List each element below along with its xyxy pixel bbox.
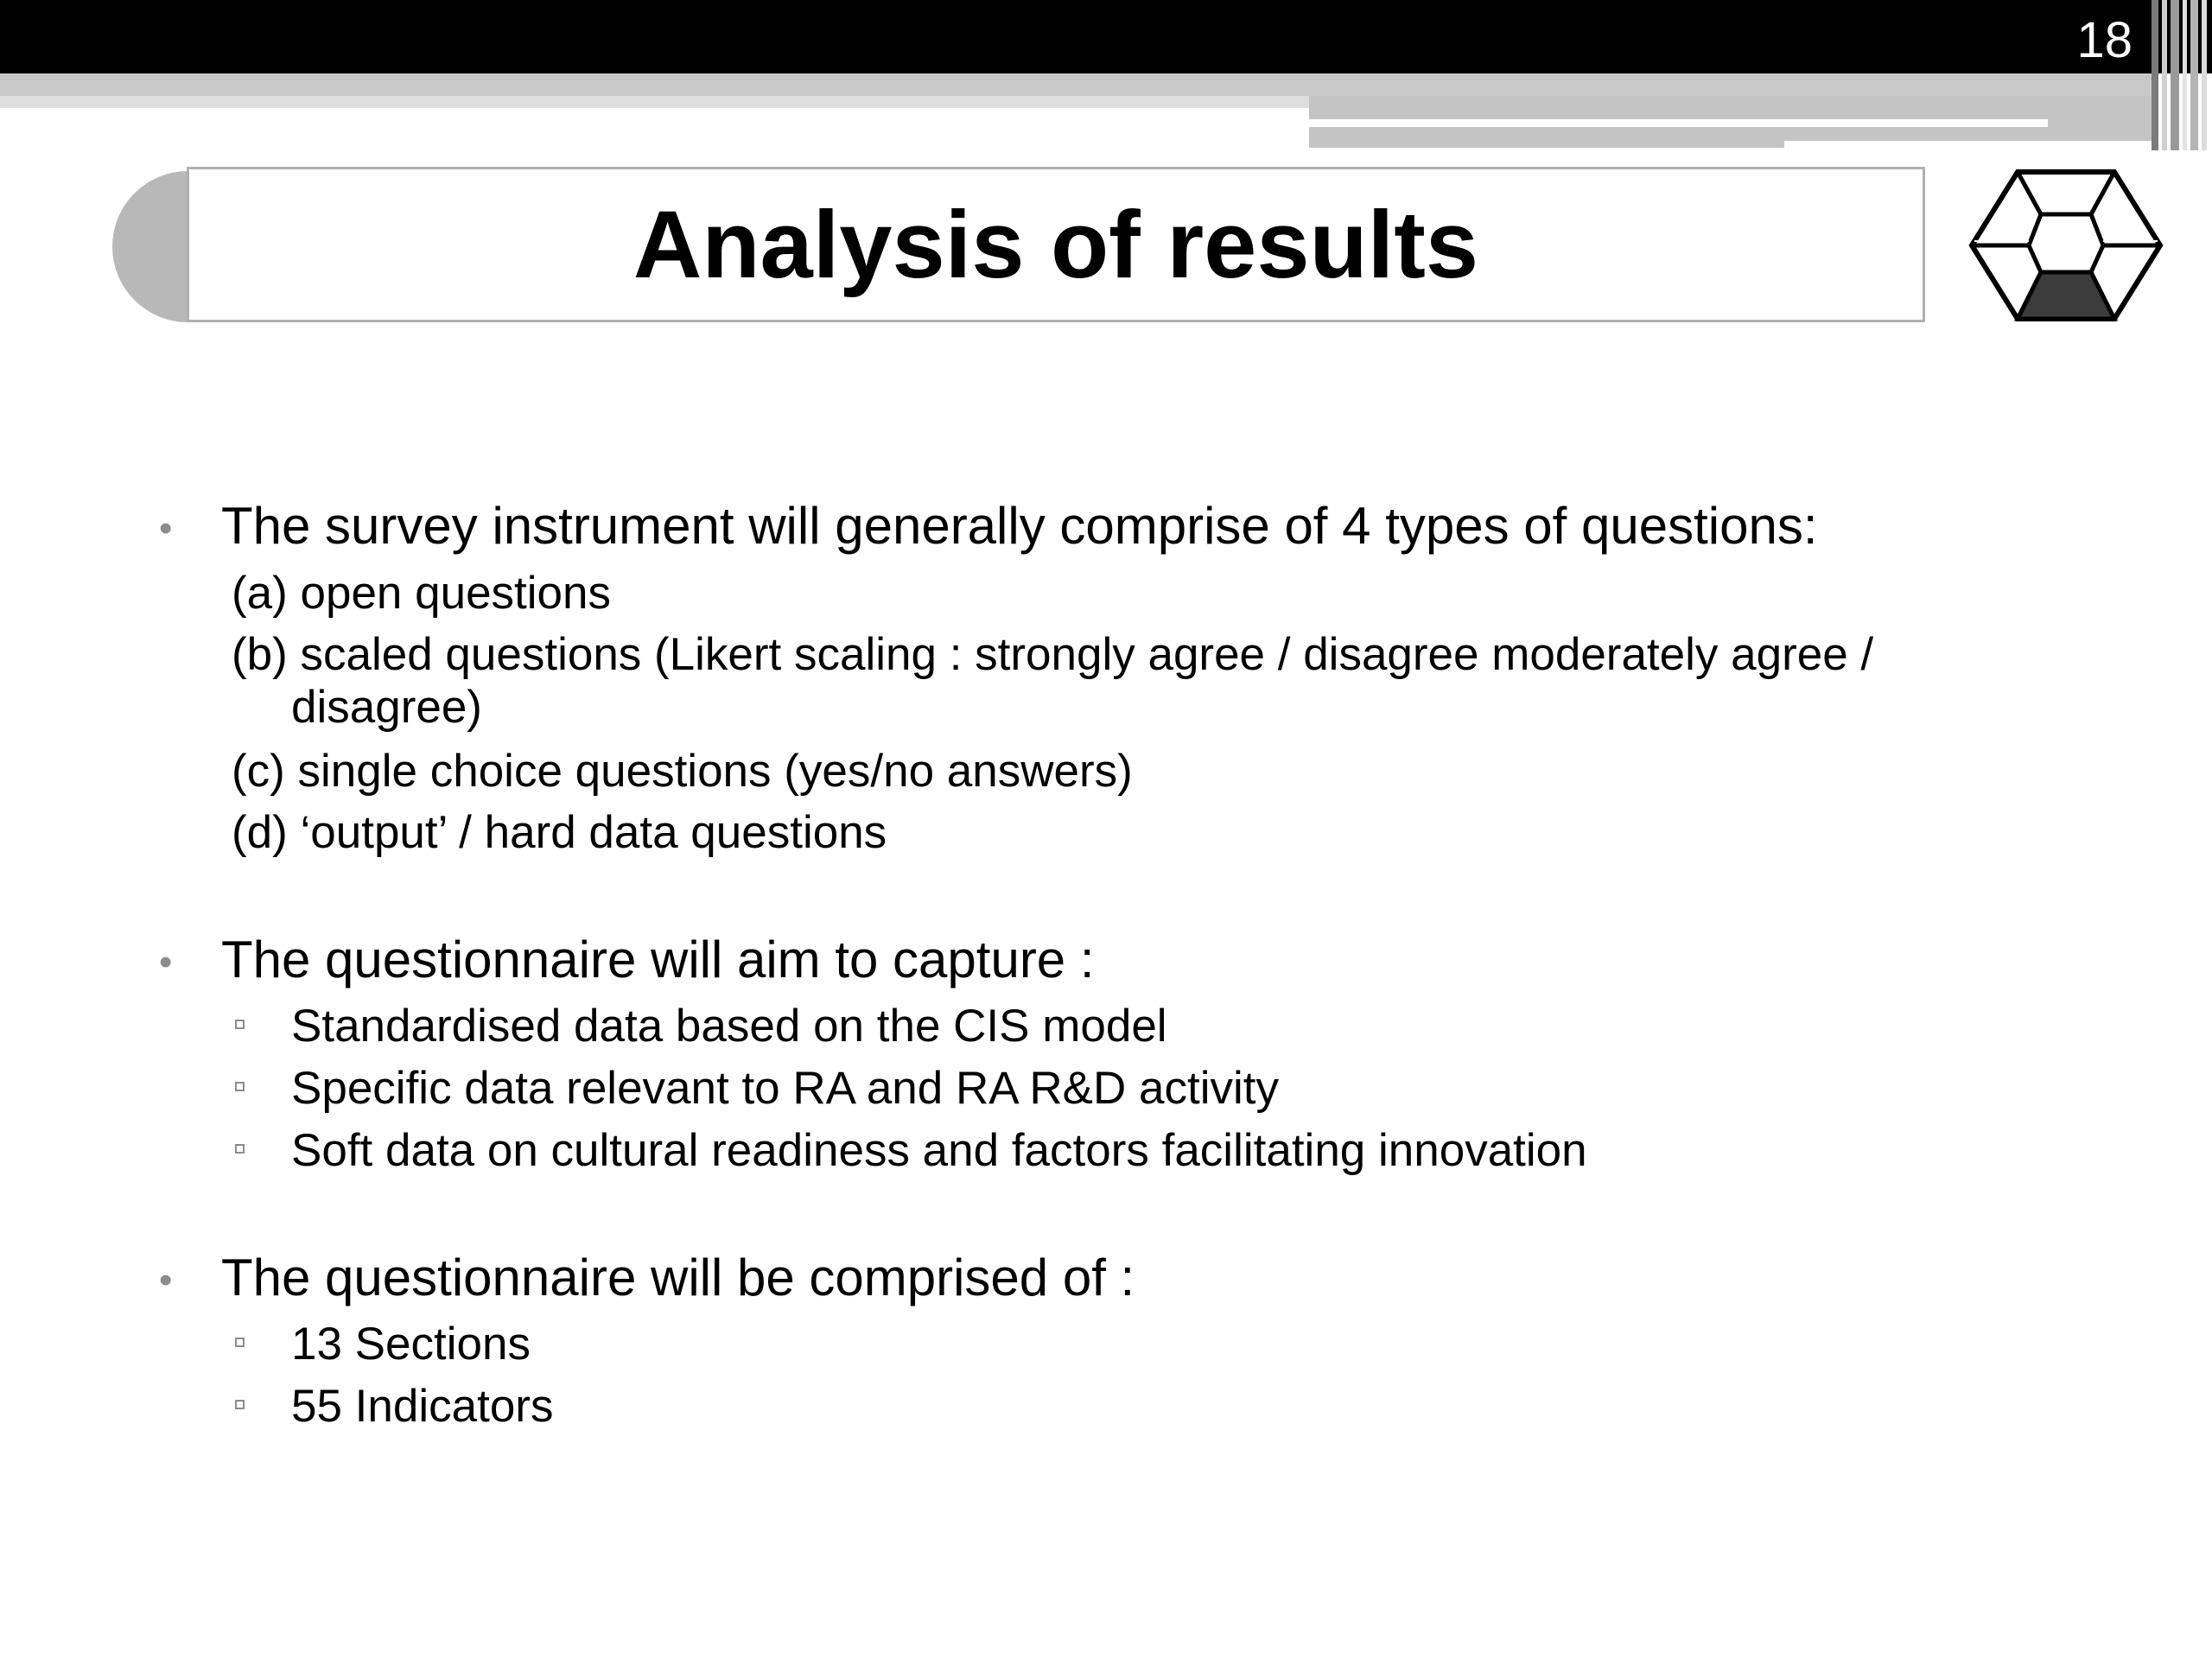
hollow-square-bullet-icon <box>235 1082 245 1091</box>
hollow-square-bullet-icon <box>235 1144 245 1154</box>
header-stripe-gap-2 <box>1784 141 2152 148</box>
list-item-continuation: disagree) <box>291 682 482 733</box>
list-item: (a) open questions <box>232 568 612 619</box>
header-stripe-gap <box>1309 119 2048 127</box>
list-item: (d) ‘output’ / hard data questions <box>232 807 887 858</box>
header-stripe <box>0 73 2152 96</box>
list-item: (c) single choice questions (yes/no answers) <box>232 746 1133 797</box>
list-item: 55 Indicators <box>291 1381 554 1432</box>
list-item: 13 Sections <box>291 1319 531 1370</box>
hollow-square-bullet-icon <box>235 1400 245 1409</box>
section-heading: The questionnaire will aim to capture : <box>221 931 1095 988</box>
header-stripe-light <box>0 96 1309 108</box>
hollow-square-bullet-icon <box>235 1338 245 1347</box>
round-bullet-icon: • <box>159 941 173 983</box>
slide-number: 18 <box>2076 12 2133 68</box>
round-bullet-icon: • <box>159 507 173 550</box>
list-item: Soft data on cultural readiness and factors facilitating innovation <box>291 1125 1587 1176</box>
section-heading: The survey instrument will generally comprise of 4 types of questions: <box>221 497 1818 555</box>
round-bullet-icon: • <box>159 1259 173 1301</box>
list-item: (b) scaled questions (Likert scaling : strongly agree / disagree moderately agree / <box>232 629 1874 680</box>
hexagon-logo-icon <box>1968 167 2164 324</box>
header-bar <box>0 0 2212 73</box>
list-item: Standardised data based on the CIS model <box>291 1001 1167 1052</box>
list-item: Specific data relevant to RA and RA R&D activity <box>291 1063 1279 1114</box>
header-vertical-bars <box>2152 0 2212 150</box>
slide-title: Analysis of results <box>632 191 1479 298</box>
hollow-square-bullet-icon <box>235 1020 245 1029</box>
section-heading: The questionnaire will be comprised of : <box>221 1249 1135 1306</box>
